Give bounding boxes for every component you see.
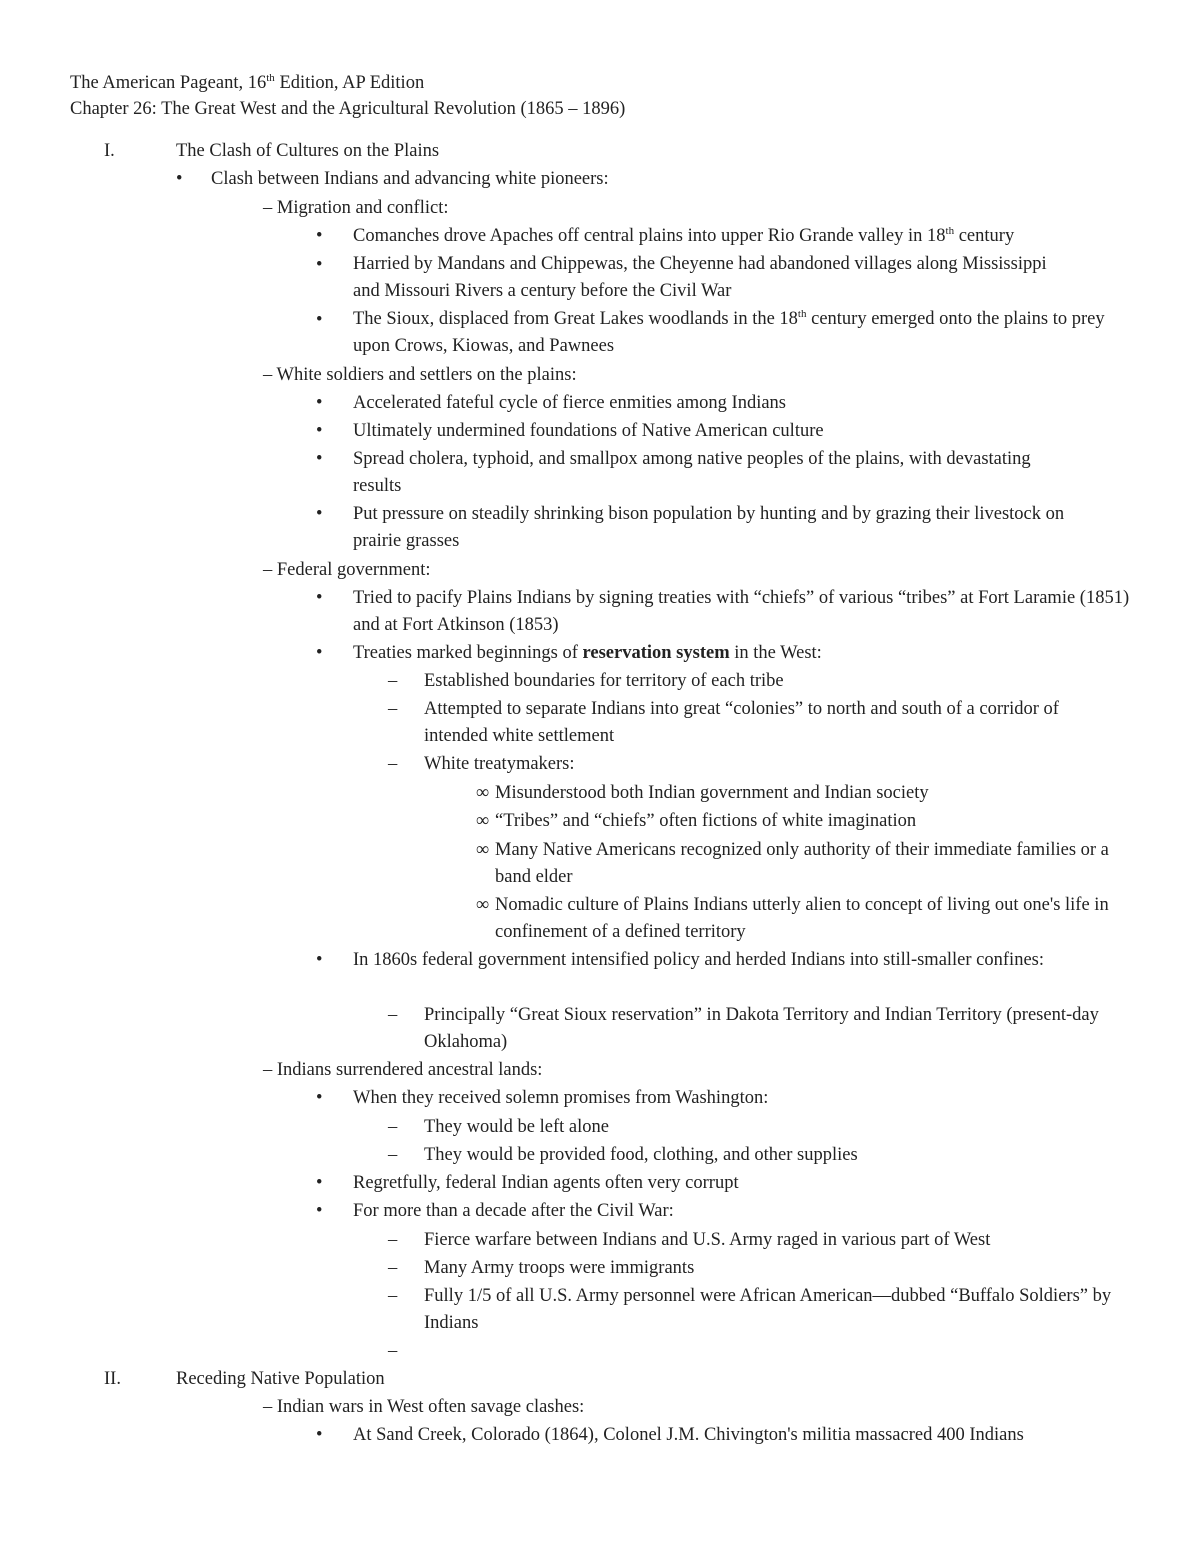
outline-item: They would be provided food, clothing, and other supplies xyxy=(424,1145,858,1165)
bullet-dot: • xyxy=(316,1088,323,1108)
bullet-dot: • xyxy=(176,169,183,189)
outline-item: Treaties marked beginnings of reservation system in the West: xyxy=(353,643,822,663)
bullet-dot: • xyxy=(316,643,323,663)
outline-item: Accelerated fateful cycle of fierce enmities among Indians xyxy=(353,393,786,413)
subheading: – White soldiers and settlers on the plains: xyxy=(263,365,577,385)
bullet-dash: – xyxy=(388,754,398,774)
bullet-dash: – xyxy=(388,1286,398,1306)
outline-item: Nomadic culture of Plains Indians utterly alien to concept of living out one's life in confinement of a defined territory xyxy=(495,895,1109,942)
outline-item: When they received solemn promises from Washington: xyxy=(353,1088,769,1108)
subheading: – Migration and conflict: xyxy=(263,198,449,218)
section-numeral: I. xyxy=(104,141,115,161)
outline-item: Tried to pacify Plains Indians by signing treaties with “chiefs” of various “tribes” at Fort Laramie (1851) and at Fort Atkinson (1853) xyxy=(353,588,1130,635)
outline-item: Regretfully, federal Indian agents often very corrupt xyxy=(353,1173,739,1193)
bullet-dot: • xyxy=(316,504,323,524)
outline-item: Harried by Mandans and Chippewas, the Cheyenne had abandoned villages along Mississippi and Missouri Rivers a century before the Civil War xyxy=(353,254,1047,301)
outline-item: Principally “Great Sioux reservation” in Dakota Territory and Indian Territory (present-day Oklahoma) xyxy=(424,1005,1099,1052)
bullet-infinity: ∞ xyxy=(476,895,490,915)
outline-item: In 1860s federal government intensified policy and herded Indians into still-smaller confines: xyxy=(353,950,1044,970)
subheading: – Indians surrendered ancestral lands: xyxy=(263,1060,543,1080)
bullet-dash: – xyxy=(388,1117,398,1137)
section-title: Receding Native Population xyxy=(176,1369,385,1389)
outline-item: Established boundaries for territory of each tribe xyxy=(424,671,784,691)
bullet-dot: • xyxy=(316,421,323,441)
outline-item: Fierce warfare between Indians and U.S. Army raged in various part of West xyxy=(424,1230,991,1250)
outline-item: They would be left alone xyxy=(424,1117,609,1137)
outline-item: Ultimately undermined foundations of Native American culture xyxy=(353,421,824,441)
bullet-dash: – xyxy=(388,699,398,719)
bullet-dot: • xyxy=(316,226,323,246)
bullet-infinity: ∞ xyxy=(476,783,490,803)
outline-item: Put pressure on steadily shrinking bison population by hunting and by grazing their livestock on prairie grasses xyxy=(353,504,1065,551)
bullet-dot: • xyxy=(316,310,323,330)
bullet-dash: – xyxy=(388,1341,398,1361)
bullet-dash: – xyxy=(388,1258,398,1278)
section-numeral: II. xyxy=(104,1369,121,1389)
bullet-dot: • xyxy=(316,1173,323,1193)
outline-item: Many Native Americans recognized only authority of their immediate families or a band elder xyxy=(495,840,1109,887)
bullet-dot: • xyxy=(316,1425,323,1445)
bullet-dot: • xyxy=(316,950,323,970)
outline-item: Misunderstood both Indian government and Indian society xyxy=(495,783,929,803)
outline-item: Clash between Indians and advancing white pioneers: xyxy=(211,169,609,189)
bullet-dash: – xyxy=(388,1005,398,1025)
outline-item: Comanches drove Apaches off central plains into upper Rio Grande valley in 18th century xyxy=(353,224,1015,246)
section-title: The Clash of Cultures on the Plains xyxy=(176,141,440,161)
bullet-dash: – xyxy=(388,1145,398,1165)
subheading: – Indian wars in West often savage clashes: xyxy=(263,1397,585,1417)
outline-item: For more than a decade after the Civil War: xyxy=(353,1201,674,1221)
bullet-infinity: ∞ xyxy=(476,840,490,860)
document-title: The American Pageant, 16th Edition, AP Edition xyxy=(70,71,425,93)
outline-item: At Sand Creek, Colorado (1864), Colonel J.M. Chivington's militia massacred 400 Indians xyxy=(353,1425,1024,1445)
bullet-dot: • xyxy=(316,255,323,275)
bullet-infinity: ∞ xyxy=(476,811,490,831)
outline-item: Attempted to separate Indians into great “colonies” to north and south of a corridor of intended white settlement xyxy=(424,699,1059,746)
bullet-dash: – xyxy=(388,671,398,691)
outline-item: White treatymakers: xyxy=(424,754,575,774)
bullet-dot: • xyxy=(316,449,323,469)
outline-item: Many Army troops were immigrants xyxy=(424,1258,695,1278)
subheading: – Federal government: xyxy=(263,560,431,580)
outline-item: Spread cholera, typhoid, and smallpox among native peoples of the plains, with devastating results xyxy=(353,449,1031,496)
chapter-title: Chapter 26: The Great West and the Agricultural Revolution (1865 – 1896) xyxy=(70,99,626,119)
bullet-dot: • xyxy=(316,588,323,608)
bullet-dot: • xyxy=(316,1201,323,1221)
key-term: reservation system xyxy=(582,643,730,663)
outline-item: The Sioux, displaced from Great Lakes woodlands in the 18th century emerged onto the plains to prey upon Crows, Kiowas, and Pawnees xyxy=(353,307,1105,356)
bullet-dot: • xyxy=(316,393,323,413)
outline-item: Fully 1/5 of all U.S. Army personnel were African American—dubbed “Buffalo Soldiers” by Indians xyxy=(424,1286,1112,1333)
bullet-dash: – xyxy=(388,1230,398,1250)
outline-item: “Tribes” and “chiefs” often fictions of white imagination xyxy=(495,811,917,831)
